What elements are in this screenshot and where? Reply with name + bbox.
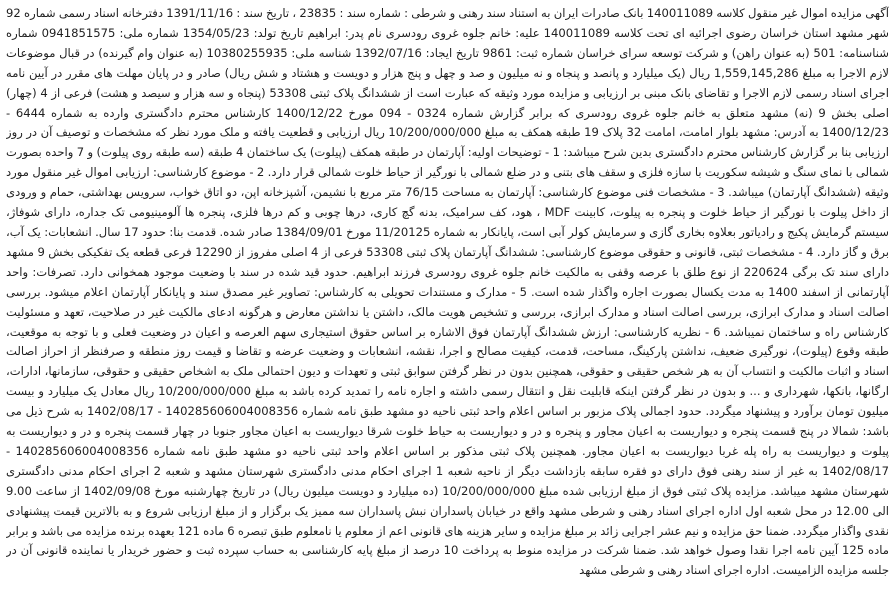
auction-notice-text: آگهی مزایده اموال غیر منقول کلاسه 140011089 بانک صادرات ایران به استناد سند رهنی و شرطی : شماره سند : 23835 ، تاریخ سند : 1391/11/16 دفترخانه اسناد رسمی شماره 92 شهر مشهد استان خراسان رضوی اجرائیه ای تحت کلاسه 140011089 علیه: خانم جلوه غروی رودسری نام پدر: ابراهیم تاریخ تولد: 1354/05/23 شماره ملی: 0941851575 شماره شناسنامه: 501 (به عنوان راهن) و شرکت توسعه سرای خراسان شماره ثبت: 9861 تاریخ ایجاد: 1392/07/16 شناسه ملی: 10380255935 (به عنوان وام گیرنده) در قبال موضوعات لازم الاجرا به مبلغ 1,559,145,286 ریال (یک میلیارد و پانصد و پنجاه و نه میلیون و صد و چهل و پنج هزار و دویست و هشتاد و شش ریال) صادر و در پایان مهلت های مقرر در آیین نامه اجرای اسناد رسمی لازم الاجرا و تقاضای بانک مبنی بر ارزیابی و مزایده مورد وثیقه که عبارت است از ششدانگ پلاک ثبتی 53308 (پنجاه و سه هزار و سیصد و هشت) فرعی از 4 (چهار) اصلی بخش 9 (نه) مشهد متعلق به خانم جلوه غروی رودسری که برابر گزارش شماره 0324 - 094 مورخ 1400/12/22 کارشناس محترم دادگستری وارده به شماره 6444 - 1400/12/23 به آدرس: مشهد بلوار امامت، امامت 32 پلاک 19 طبقه همکف به مبلغ 10/200/000/000 ریال ارزیابی و قطعیت یافته و ملک مورد نظر که مشخصات و توصیف آن در روز ارزیابی بنا بر گزارش کارشناس محترم دادگستری بدین شرح میباشد: 1 - توضیحات اولیه: آپارتمان در طبقه همکف (پیلوت) یک ساختمان 4 طبقه (سه طبقه روی پیلوت) و 7 واحده بصورت شمالی با نمای سنگ و شیشه سکوریت با سازه فلزی و سقف های بتنی و در ضلع شمالی با نورگیر از حیاط خلوت شمالی قرار دارد. 2 - موضوع کارشناسی: ارزیابی اموال غیر منقول مورد وثیقه (ششدانگ آپارتمان) میباشد. 3 - مشخصات فنی موضوع کارشناسی: آپارتمان به مساحت 76/15 متر مربع با نشیمن، آشپزخانه اپن، دو اتاق خواب، سرویس بهداشتی، حمام و ورودی از داخل پیلوت با نورگیر از حیاط خلوت و پنجره به پیلوت، کابینت MDF ، هود، کف سرامیک، بدنه گچ کاری، درها چوبی و کم درها فلزی، پنجره ها آلومینیومی تک جداره، دارای شوفاژ، سیستم گرمایش پکیج و رادیاتور بعلاوه بخاری گازی و سرمایش کولر آبی است، پایانکار به شماره 11/20125 مورخ 1384/09/01 صادر شده. قدمت بنا: حدود 17 سال. انشعابات: یک آب، برق و گاز دارد. 4 - مشخصات ثبتی، قانونی و حقوقی موضوع کارشناسی: ششدانگ آپارتمان پلاک ثبتی 53308 فرعی از 4 اصلی مفروز از 12290 فرعی قطعه یک تفکیکی بخش 9 مشهد دارای سند تک برگی 220624 از نوع طلق با عرصه وقفی به مالکیت خانم جلوه غروی رودسری فرزند ابراهیم. حدود قید شده در سند با وضعیت موجود همخوانی دارد. تصرفات: واحد آپارتمانی از اسفند 1400 به مدت یکسال بصورت اجاره واگذار شده است. 5 - مدارک و مستندات تحویلی به کارشناس: تصاویر غیر مصدق سند و پایانکار آپارتمان اعلام میشود. بررسی اصالت اسناد و مدارک ابرازی، بررسی اصالت اسناد و مدارک ابرازی، بررسی و تشخیص هویت مالک، داشتن یا نداشتن معارض و هرگونه ادعای مالکیت غیر در صلاحیت، تعهد و مسئولیت کارشناس راه و ساختمان نمیباشد. 6 - نظریه کارشناسی: ارزش ششدانگ آپارتمان فوق الاشاره بر اساس حقوق استیجاری سهم العرصه و اعیان در وضعیت فعلی و با توجه به موقعیت، طبقه وقوع (پیلوت)، نورگیری ضعیف، نداشتن پارکینگ، مساحت، قدمت، کیفیت مصالح و اجرا، نقشه، انشعابات و وضعیت عرضه و تقاضا و قیمت روز منطقه و صرفنظر از احراز اصالت اسناد و اثبات مالکیت و انتساب آن به هر شخص حقیقی و حقوقی، همچنین بدون در نظر گرفتن سوابق ثبتی و تعهدات و دیون احتمالی ملک به اشخاص حقیقی و حقوقی، سازمانها، ادارات، ارگانها، بانکها، شهرداری و ... و بدون در نظر گرفتن اینکه قابلیت نقل و انتقال رسمی داشته و اجاره نامه را تمدید کرده باشد به مبلغ 10/200/000/000 ریال معادل یک میلیارد و بیست میلیون تومان برآورد و پیشنهاد میگردد. حدود اجمالی پلاک مزبور بر اساس اعلام واحد ثبتی ناحیه دو مشهد طبق نامه شماره 140285606004008356 - 1402/08/17 به شرح ذیل می باشد: شمالا در پنج قسمت پنجره و دیواریست به اعیان مجاور و پنجره و در و دیواریست به حیاط خلوت شرقا دیواریست به اعیان مجاور جنوبا در چهار قسمت پنجره و در و دیواریست به پیلوت و دیواریست به راه پله غربا دیواریست به اعیان مجاور. همچنین پلاک ثبتی مذکور بر اساس اعلام واحد ثبتی ناحیه دو مشهد طبق نامه شماره 140285606004008356 - 1402/08/17 به غیر از سند رهنی فوق دارای دو فقره سابقه بازداشت دیگر از ناحیه شعبه 1 اجرای احکام مدنی دادگستری شهرستان مشهد و شعبه 2 اجرای احکام مدنی دادگستری شهرستان مشهد میباشد. مزایده پلاک ثبتی فوق از مبلغ ارزیابی شده مبلغ 10/200/000/000 (ده میلیارد و دویست میلیون ریال) در تاریخ چهارشنبه مورخ 1402/09/08 از ساعت 9.00 الی 12.00 در محل شعبه اول اداره اجرای اسناد رهنی و شرطی مشهد واقع در خیابان پاسداران نبش پاسداران سه ممیز یک برگزار و از مبلغ ارزیابی شروع و به بالاترین قیمت پیشنهادی نقدی واگذار میگردد. ضمنا حق مزایده و نیم عشر اجرایی زائد بر مبلغ مزایده و سایر هزینه های قانونی اعم از معلوم یا نامعلوم طبق تبصره 6 ماده 121 بعهده برنده مزایده می باشد و برابر ماده 125 آیین نامه اجرا نقدا وصول خواهد شد. ضمنا شرکت در مزایده منوط به پرداخت 10 درصد از مبلغ پایه کارشناسی به حساب سپرده ثبت و حضور خریدار یا نماینده قانونی آن در جلسه مزایده الزامیست. اداره اجرای اسناد رهنی و شرطی مشهد [6, 6, 889, 578]
